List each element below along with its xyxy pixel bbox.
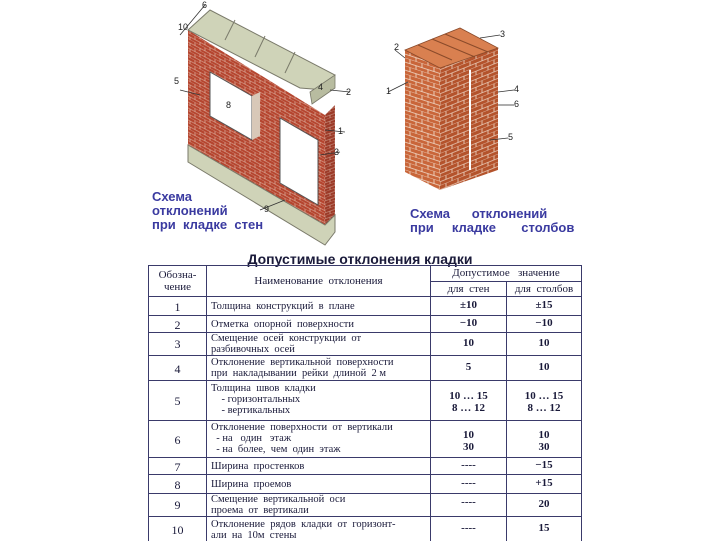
value-pillars: 10	[538, 337, 550, 349]
wall-label: 2	[346, 87, 352, 97]
deviations-table	[148, 265, 582, 541]
row-name: Отметка опорной поверхности	[211, 319, 354, 330]
value-pillars: 20	[538, 498, 550, 510]
row-name: Отклонение вертикальной поверхности при накладывании рейки длиной 2 м	[211, 357, 394, 379]
table-row	[149, 458, 581, 475]
row-number: 4	[174, 362, 181, 376]
value-pillars: 10 30	[538, 429, 550, 453]
header-allowed-value: Допустимое значение	[452, 267, 560, 279]
table-row	[149, 494, 581, 516]
pillar-label: 3	[500, 29, 506, 39]
row-name: Толщина конструкций в плане	[211, 301, 355, 312]
value-walls: ----	[461, 496, 476, 508]
pillar-illustration	[380, 10, 530, 200]
pillar-label: 2	[394, 42, 400, 52]
row-number: 7	[174, 460, 181, 474]
pillar-label: 4	[514, 84, 520, 94]
header-for-walls: для стен	[447, 283, 490, 295]
wall-label: 1	[338, 126, 344, 136]
value-pillars: −10	[535, 317, 553, 329]
value-walls: −10	[459, 317, 478, 329]
row-number: 6	[174, 433, 181, 447]
value-pillars: +15	[535, 477, 553, 489]
value-walls: 10 … 15 8 … 12	[449, 390, 488, 414]
table-row	[149, 381, 581, 421]
table-row	[149, 516, 581, 542]
value-walls: ----	[461, 477, 476, 489]
value-walls: 5	[465, 361, 472, 373]
row-number: 5	[174, 394, 181, 408]
wall-label: 6	[202, 0, 208, 10]
value-pillars: 10	[538, 361, 550, 373]
row-number: 2	[174, 318, 181, 332]
value-walls: ±10	[459, 299, 478, 311]
row-name: Отклонение поверхности от вертикали - на один этаж - на более, чем один этаж	[211, 422, 393, 455]
wall-label: 3	[334, 147, 340, 157]
table-title: Допустимые отклонения кладки	[247, 251, 473, 267]
wall-label: 10	[178, 22, 189, 32]
pillar-label: 5	[508, 132, 514, 142]
row-name: Смещение вертикальной оси проема от вертикали	[211, 494, 346, 516]
pillar-caption: Схема отклонений при кладке столбов	[410, 206, 575, 235]
wall-label: 5	[174, 76, 180, 86]
row-number: 3	[174, 337, 181, 351]
row-name: Отклонение рядов кладки от горизонт- али на 10м стены	[211, 519, 396, 541]
table-row	[149, 356, 581, 381]
wall-caption: Схема отклонений при кладке стен	[152, 189, 264, 232]
value-walls: 10	[463, 337, 474, 349]
header-for-pillars: для столбов	[514, 283, 574, 295]
pillar-label: 6	[514, 99, 520, 109]
table-header	[149, 266, 581, 297]
wall-label: 4	[318, 82, 324, 92]
table-row	[149, 316, 581, 333]
value-walls: ----	[461, 459, 476, 471]
header-name: Наименование отклонения	[254, 275, 383, 287]
row-number: 9	[174, 498, 181, 512]
table-row	[149, 475, 581, 494]
wall-label: 9	[264, 204, 270, 214]
value-walls: ----	[461, 522, 476, 534]
header-designation: Обозна- чение	[158, 269, 197, 293]
value-pillars: ±15	[535, 299, 553, 311]
row-name: Толщина швов кладки - горизонтальных - вертикальных	[211, 383, 316, 416]
row-number: 1	[174, 300, 181, 314]
table-row	[149, 421, 581, 458]
table-row	[149, 297, 581, 316]
value-pillars: −15	[535, 459, 553, 471]
row-number: 8	[174, 478, 181, 492]
row-name: Ширина проемов	[211, 479, 292, 490]
pillar-label: 1	[386, 86, 392, 96]
row-name: Смещение осей конструкции от разбивочных осей	[211, 333, 362, 355]
value-pillars: 15	[538, 522, 550, 534]
row-name: Ширина простенков	[211, 461, 305, 472]
table-row	[149, 333, 581, 356]
wall-label: 8	[226, 100, 232, 110]
row-number: 10	[171, 523, 184, 537]
value-pillars: 10 … 15 8 … 12	[524, 390, 564, 414]
value-walls: 10 30	[463, 429, 474, 453]
